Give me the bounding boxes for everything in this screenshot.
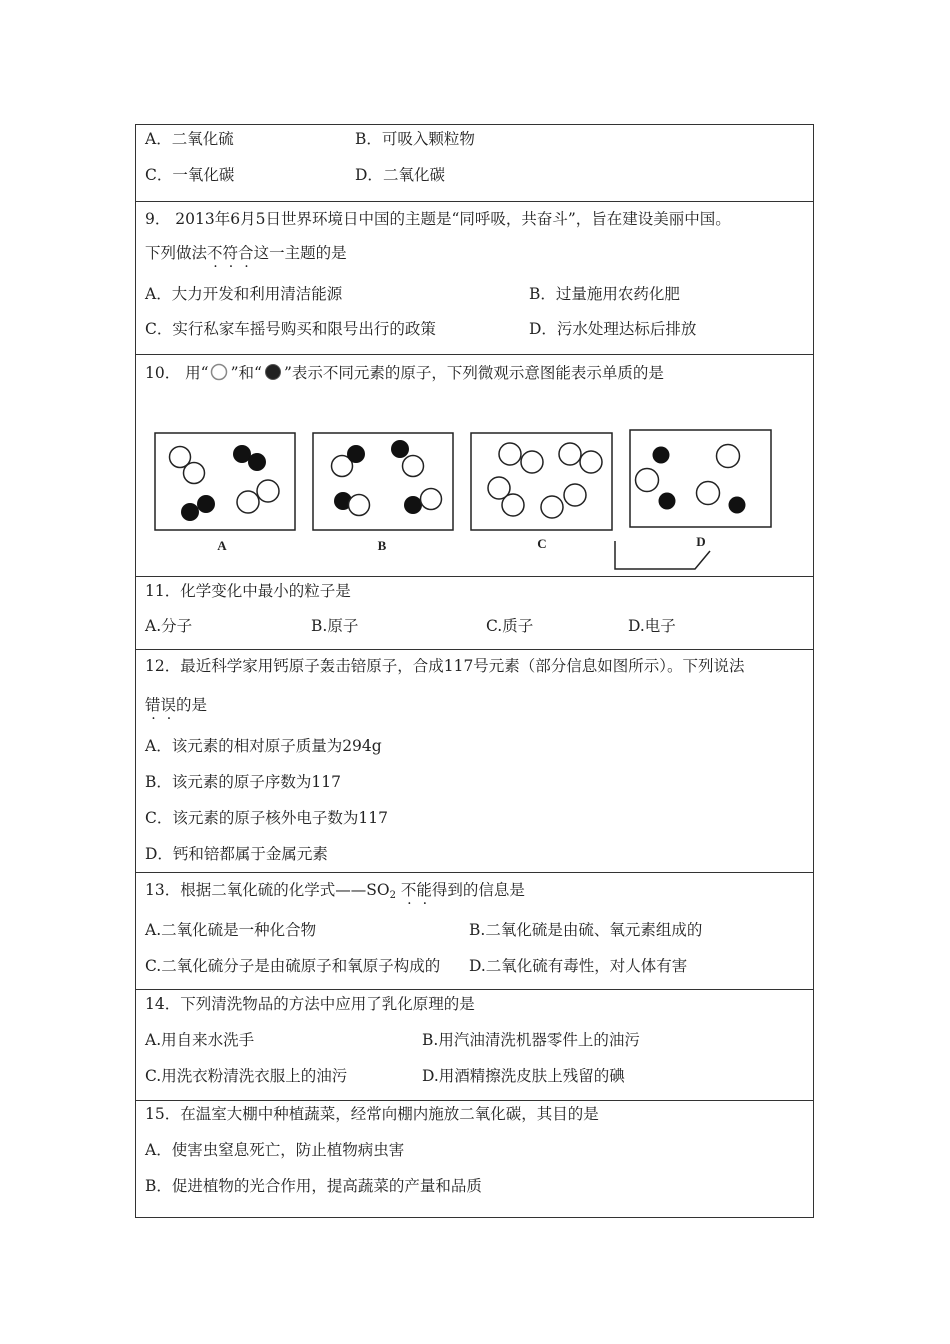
q9-stem-line2: 下列做法不符合这一主题的是 [145,244,347,262]
q13-option-c: C.二氧化硫分子是由硫原子和氧原子构成的 [145,957,441,975]
q11-option-c: C.质子 [486,617,534,635]
q14-option-a: A.用自来水洗手 [145,1031,255,1049]
q15-cell [136,1101,813,1218]
q13-option-a: A.二氧化硫是一种化合物 [145,921,317,939]
diagram-b [313,433,453,553]
q11-stem: 11．化学变化中最小的粒子是 [145,582,351,600]
q14-option-d: D.用酒精擦洗皮肤上残留的碘 [422,1067,625,1085]
q12-cell [136,650,813,873]
q8-option-c: C．一氧化碳 [145,166,235,184]
q8-option-a: A．二氧化硫 [145,130,234,148]
q13-cell [136,873,813,990]
q9-option-a: A．大力开发和利用清洁能源 [145,285,343,303]
diagram-c [471,433,612,551]
q9-stem-line1: 9． 2013年6月5日世界环境日中国的主题是“同呼吸，共奋斗”，旨在建设美丽中国。 [145,210,731,228]
q8-option-b: B．可吸入颗粒物 [355,130,475,148]
q14-option-c: C.用洗衣粉清洗衣服上的油污 [145,1067,348,1085]
q14-stem: 14．下列清洗物品的方法中应用了乳化原理的是 [145,995,475,1013]
q13-option-d: D.二氧化硫有毒性，对人体有害 [469,957,688,975]
q12-stem-line2: 错误的是 [145,696,208,714]
question-table [135,124,814,1218]
q12-option-d: D．钙和锫都属于金属元素 [145,845,328,863]
q11-option-b: B.原子 [311,617,359,635]
q14-option-b: B.用汽油清洗机器零件上的油污 [422,1031,640,1049]
q9-option-d: D．污水处理达标后排放 [529,320,697,338]
diagram-a [155,433,295,553]
q8-option-d: D．二氧化碳 [355,166,445,184]
q11-option-d: D.电子 [628,617,676,635]
q13-stem: 13．根据二氧化硫的化学式$——SO_2$ 不能得到的信息是 [145,881,525,901]
diagram-label-b: B [377,538,387,553]
q15-option-a: A．使害虫窒息死亡，防止植物病虫害 [145,1141,405,1159]
q12-stem-line1: 12．最近科学家用钙原子轰击锫原子，合成117号元素（部分信息如图所示）。下列说法 [145,657,745,675]
q10-diagrams [150,429,790,575]
q13-option-b: B.二氧化硫是由硫、氧元素组成的 [469,921,703,939]
q12-option-a: A．该元素的相对原子质量为294g [145,737,382,755]
q9-option-c: C．实行私家车摇号购买和限号出行的政策 [145,320,436,338]
q11-option-a: A.分子 [145,617,193,635]
q11-cell [136,577,813,650]
q14-cell [136,990,813,1101]
q12-option-c: C．该元素的原子核外电子数为117 [145,809,388,827]
q15-option-b: B．促进植物的光合作用，提高蔬菜的产量和品质 [145,1177,482,1195]
diagram-label-c: C [537,536,547,551]
q9-cell [136,202,813,355]
black-atom-icon [262,363,284,381]
q8-cell [136,125,813,202]
diagram-label-d: D [696,534,706,549]
q12-option-b: B．该元素的原子序数为117 [145,773,341,791]
diagram-d [615,430,771,569]
q10-cell [136,355,813,577]
q9-option-b: B．过量施用农药化肥 [529,285,680,303]
q15-stem: 15．在温室大棚中种植蔬菜，经常向棚内施放二氧化碳，其目的是 [145,1105,599,1123]
diagram-label-a: A [217,538,227,553]
q10-stem: 10． 用“ ”和“ ”表示不同元素的原子，下列微观示意图能表示单质的是 [145,364,664,382]
white-atom-icon [209,363,231,381]
